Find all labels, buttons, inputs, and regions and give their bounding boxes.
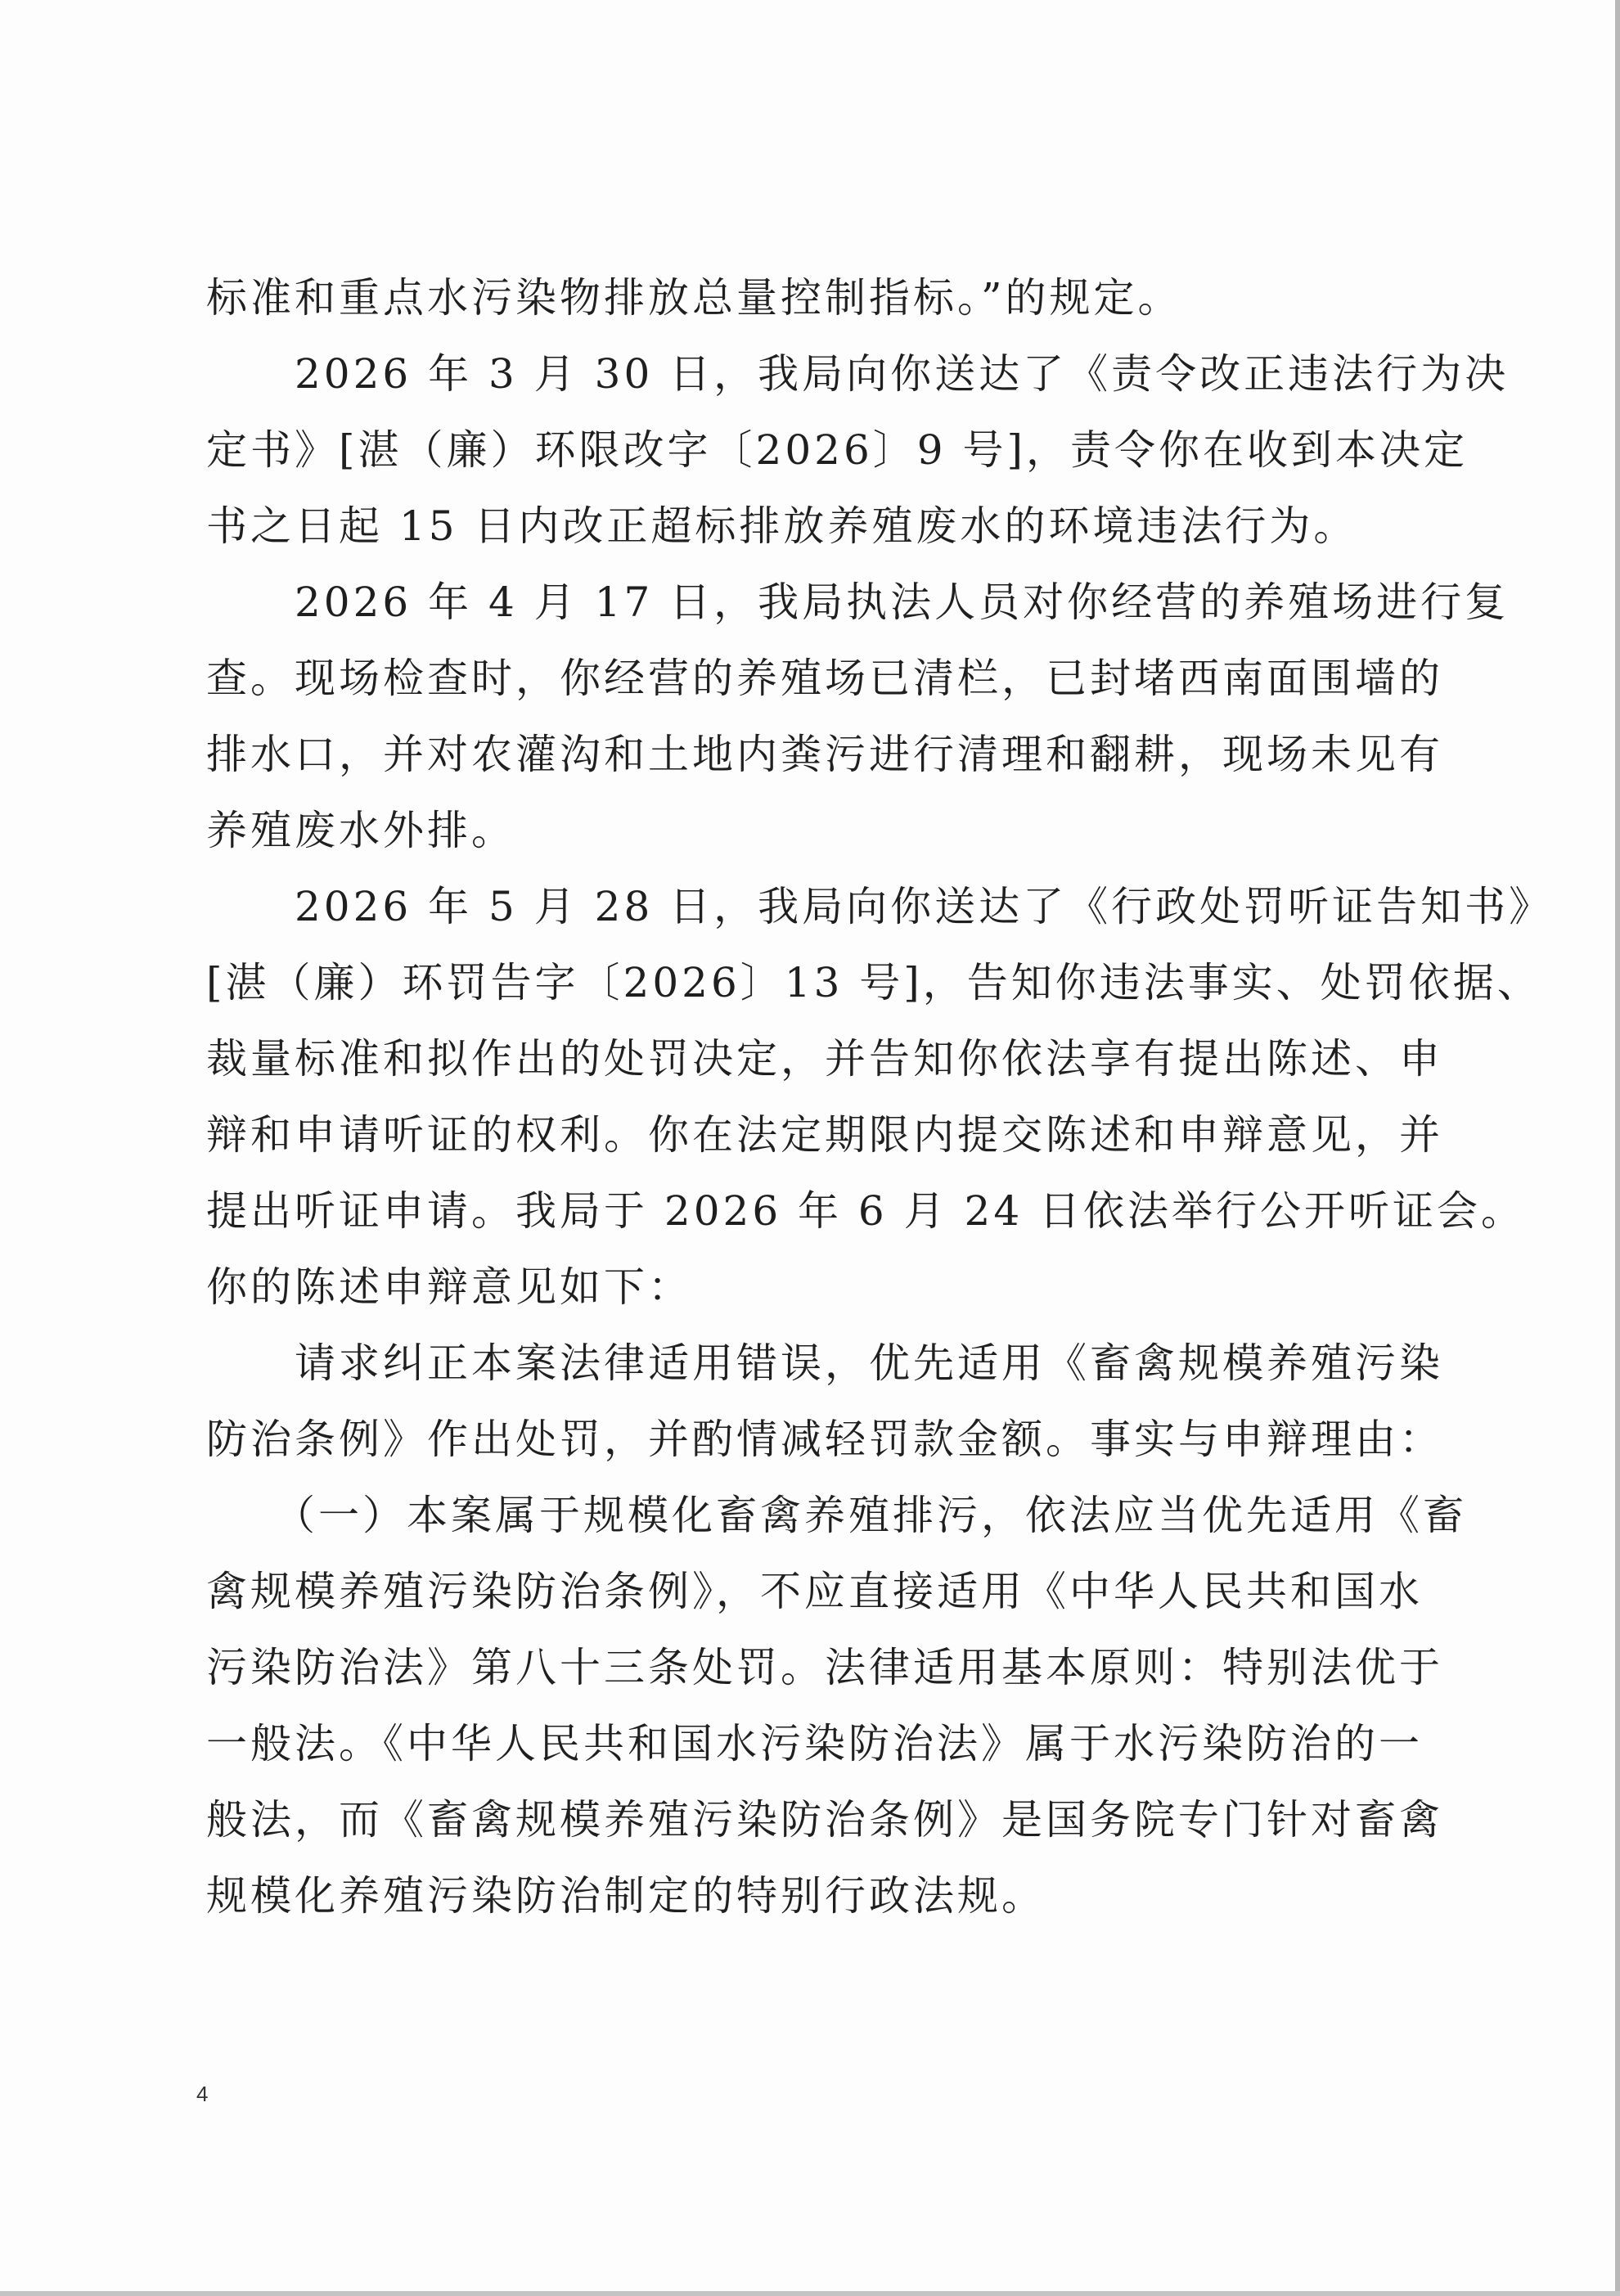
text-line: 标准和重点水污染物排放总量控制指标。”的规定。: [206, 274, 1182, 322]
text-line: 污染防治法》第八十三条处罚。法律适用基本原则：特别法优于: [206, 1644, 1443, 1691]
text-line: 裁量标准和拟作出的处罚决定，并告知你依法享有提出陈述、申: [206, 1035, 1443, 1083]
scan-edge-right: [1615, 0, 1620, 2296]
text-line: 书之日起 15 日内改正超标排放养殖废水的环境违法行为。: [206, 502, 1358, 550]
text-line: 规模化养殖污染防治制定的特别行政法规。: [206, 1872, 1046, 1920]
text-line: 查。现场检查时，你经营的养殖场已清栏，已封堵西南面围墙的: [206, 655, 1443, 702]
text-line: 2026 年 5 月 28 日，我局向你送达了《行政处罚听证告知书》: [206, 883, 1554, 930]
text-line: 定书》[湛（廉）环限改字〔2026〕9 号]，责令你在收到本决定: [206, 426, 1468, 474]
text-line: 排水口，并对农灌沟和土地内粪污进行清理和翻耕，现场未见有: [206, 731, 1443, 778]
document-body: [206, 260, 1554, 1934]
text-line: 般法，而《畜禽规模养殖污染防治条例》是国务院专门针对畜禽: [206, 1796, 1443, 1844]
text-line: 一般法。《中华人民共和国水污染防治法》属于水污染防治的一: [206, 1720, 1423, 1767]
text-line: 辩和申请听证的权利。你在法定期限内提交陈述和申辩意见，并: [206, 1111, 1443, 1159]
text-line: 提出听证申请。我局于 2026 年 6 月 24 日依法举行公开听证会。: [206, 1187, 1526, 1235]
scan-edge-bottom: [0, 2291, 1620, 2296]
text-line: 你的陈述申辩意见如下：: [206, 1263, 692, 1311]
text-line: 2026 年 3 月 30 日，我局向你送达了《责令改正违法行为决: [206, 350, 1510, 398]
text-line: 禽规模养殖污染防治条例》，不应直接适用《中华人民共和国水: [206, 1568, 1423, 1615]
text-line: 请求纠正本案法律适用错误，优先适用《畜禽规模养殖污染: [206, 1339, 1443, 1387]
text-line: 防治条例》作出处罚，并酌情减轻罚款金额。事实与申辩理由：: [206, 1416, 1443, 1463]
text-line: [湛（廉）环罚告字〔2026〕13 号]，告知你违法事实、处罚依据、: [206, 959, 1541, 1006]
text-line: 2026 年 4 月 17 日，我局执法人员对你经营的养殖场进行复: [206, 579, 1510, 626]
text-line: 养殖废水外排。: [206, 807, 515, 854]
text-line: （一）本案属于规模化畜禽养殖排污，依法应当优先适用《畜: [206, 1492, 1467, 1539]
page-number: 4: [196, 2082, 209, 2106]
